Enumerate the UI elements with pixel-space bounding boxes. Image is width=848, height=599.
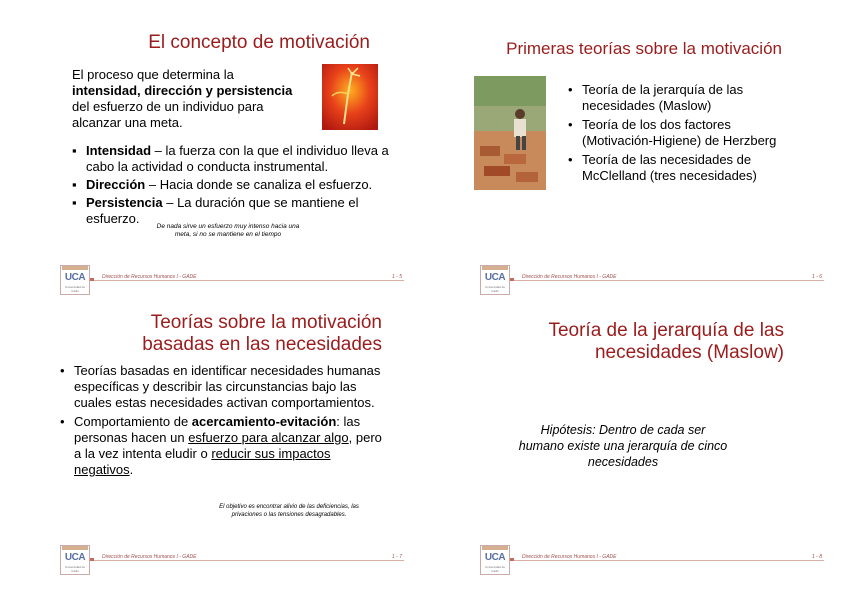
footer-text: Dirección de Recursos Humanos I - GADE bbox=[102, 554, 197, 560]
page-number: 1 - 8 bbox=[811, 554, 822, 560]
hypothesis-text: Hipótesis: Dentro de cada ser humano existe una jerarquía de cinco necesidades bbox=[518, 423, 728, 469]
list-item: • Teoría de la jerarquía de las necesidades (Maslow) bbox=[568, 82, 788, 114]
page-number: 1 - 7 bbox=[391, 554, 402, 560]
list-item: • Comportamiento de acercamiento-evitación: las personas hacen un esfuerzo para alcanzar algo, pero a la vez intenta eludir o reducir sus impactos negativos. bbox=[60, 414, 390, 478]
flower-image bbox=[322, 64, 378, 130]
slide-1 bbox=[24, 20, 424, 300]
uca-logo: UCA Universidad de Cádiz bbox=[480, 265, 510, 295]
slide-3 bbox=[24, 300, 424, 580]
needs-list bbox=[60, 363, 390, 481]
slide-title: El concepto de motivación bbox=[148, 32, 370, 53]
slide-4 bbox=[444, 300, 844, 580]
handwritten-note: El objetivo es encontrar alivio de las deficiencias, las privaciones o las tensiones desagradables. bbox=[219, 504, 359, 518]
slide-intro: El proceso que determina la intensidad, dirección y persistencia del esfuerzo de un individuo para alcanzar una meta. bbox=[72, 67, 293, 130]
page-number: 1 - 5 bbox=[391, 274, 402, 280]
list-item: ▪ Persistencia – La duración que se mantiene el esfuerzo. bbox=[72, 195, 412, 227]
uca-logo: UCA Universidad de Cádiz bbox=[480, 545, 510, 575]
list-item: • Teoría de las necesidades de McClelland (tres necesidades) bbox=[568, 152, 788, 184]
slide-2 bbox=[444, 20, 844, 300]
footer-text: Dirección de Recursos Humanos I - GADE bbox=[102, 274, 197, 280]
uca-logo: UCA Universidad de Cádiz bbox=[60, 545, 90, 575]
list-item: ▪ Dirección – Hacia donde se canaliza el esfuerzo. bbox=[72, 177, 412, 193]
list-item: • Teorías basadas en identificar necesidades humanas específicas y describir las circunstancias bajo las cuales estas necesidades activan comportamientos. bbox=[60, 363, 390, 411]
definition-list bbox=[72, 143, 412, 229]
slide-title: Primeras teorías sobre la motivación bbox=[506, 39, 782, 58]
worker-photo bbox=[474, 76, 546, 190]
list-item: ▪ Intensidad – la fuerza con la que el individuo lleva a cabo la actividad o conducta instrumental. bbox=[72, 143, 412, 175]
page-number: 1 - 6 bbox=[811, 274, 822, 280]
theories-list bbox=[568, 82, 788, 187]
footer-text: Dirección de Recursos Humanos I - GADE bbox=[522, 554, 617, 560]
slide-title: Teoría de la jerarquía de las necesidades (Maslow) bbox=[548, 320, 784, 363]
footer-text: Dirección de Recursos Humanos I - GADE bbox=[522, 274, 617, 280]
uca-logo: UCA Universidad de Cádiz bbox=[60, 265, 90, 295]
list-item: • Teoría de los dos factores (Motivación-Higiene) de Herzberg bbox=[568, 117, 788, 149]
handwritten-note: De nada sirve un esfuerzo muy intenso hacia una meta, si no se mantiene en el tiempo bbox=[156, 223, 300, 238]
slide-title: Teorías sobre la motivación basadas en las necesidades bbox=[142, 312, 382, 355]
